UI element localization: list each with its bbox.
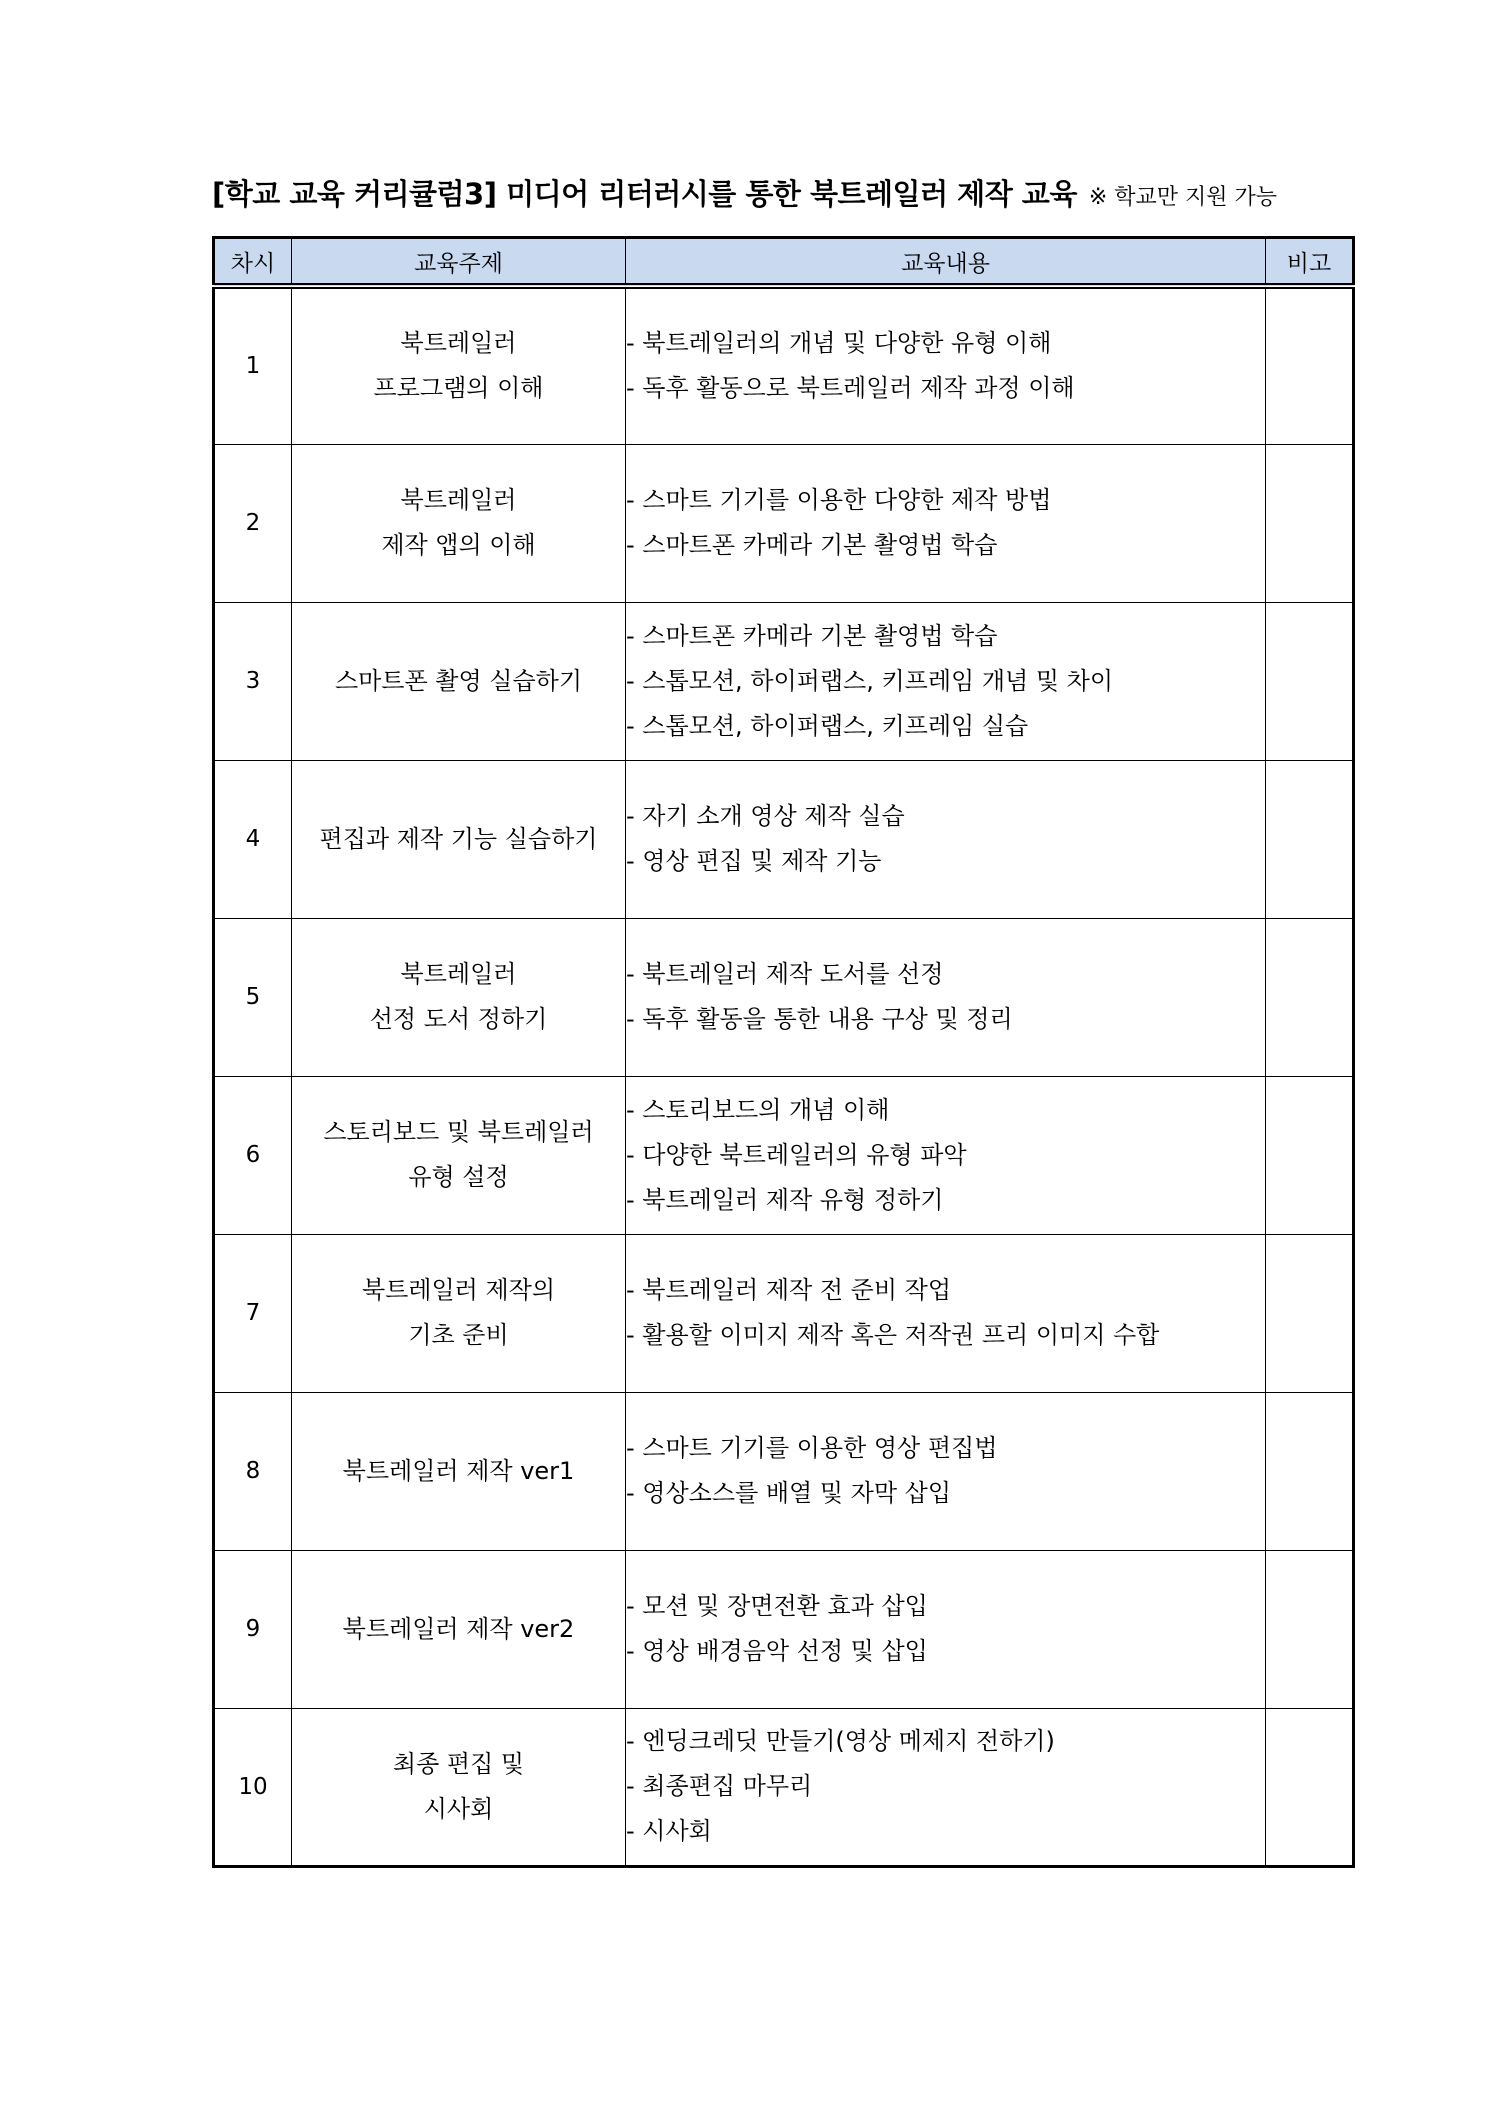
content-line: - 활용할 이미지 제작 혹은 저작권 프리 이미지 수합 (626, 1321, 1160, 1349)
table-row (214, 286, 1354, 444)
content-line: - 스마트 기기를 이용한 영상 편집법 (626, 1434, 998, 1462)
content-line: - 영상 편집 및 제작 기능 (626, 847, 882, 875)
note-cell (1266, 760, 1354, 918)
content-line: - 영상소스를 배열 및 자막 삽입 (626, 1479, 952, 1507)
header-content: 교육내용 (626, 238, 1266, 287)
table-row (214, 1708, 1354, 1866)
topic-line: 북트레일러 (400, 486, 517, 514)
content-cell (626, 918, 1266, 1076)
topic-line: 기초 준비 (408, 1321, 509, 1349)
content-cell (626, 602, 1266, 760)
content-line: - 스마트폰 카메라 기본 촬영법 학습 (626, 531, 998, 559)
topic-cell (292, 1234, 626, 1392)
content-cell (626, 286, 1266, 444)
header-note: 비고 (1266, 238, 1354, 287)
table-header-row (214, 238, 1354, 287)
topic-cell (292, 1550, 626, 1708)
header-topic: 교육주제 (292, 238, 626, 287)
topic-cell (292, 918, 626, 1076)
table-row (214, 760, 1354, 918)
table-body (214, 286, 1354, 1866)
session-number: 8 (214, 1392, 292, 1550)
topic-line: 최종 편집 및 (392, 1749, 525, 1778)
document-title (212, 172, 1352, 222)
note-cell (1266, 444, 1354, 602)
content-line: - 자기 소개 영상 제작 실습 (626, 802, 905, 830)
content-cell (626, 1392, 1266, 1550)
curriculum-table (212, 236, 1355, 1868)
table-row (214, 1234, 1354, 1392)
topic-cell (292, 760, 626, 918)
note-cell (1266, 1234, 1354, 1392)
content-cell (626, 760, 1266, 918)
topic-line: 북트레일러 제작의 (361, 1276, 556, 1304)
topic-line: 제작 앱의 이해 (381, 531, 536, 559)
content-line: - 스톱모션, 하이퍼랩스, 키프레임 실습 (626, 711, 1029, 740)
content-cell (626, 1076, 1266, 1234)
content-line: - 최종편집 마무리 (626, 1772, 813, 1800)
content-line: - 영상 배경음악 선정 및 삽입 (626, 1637, 928, 1665)
session-number: 3 (214, 602, 292, 760)
session-number: 4 (214, 760, 292, 918)
content-cell (626, 1550, 1266, 1708)
note-cell (1266, 1076, 1354, 1234)
session-number: 6 (214, 1076, 292, 1234)
topic-cell (292, 1392, 626, 1550)
session-number: 10 (214, 1708, 292, 1866)
table-row (214, 1550, 1354, 1708)
title-note: ※ 학교만 지원 가능 (1088, 185, 1278, 210)
title-main: [학교 교육 커리큘럼3] 미디어 리터러시를 통한 북트레일러 제작 교육 (212, 177, 1077, 211)
table-row (214, 444, 1354, 602)
note-cell (1266, 1550, 1354, 1708)
content-line: - 다양한 북트레일러의 유형 파악 (626, 1140, 967, 1169)
content-line: - 독후 활동으로 북트레일러 제작 과정 이해 (626, 374, 1075, 403)
content-line: - 스마트폰 카메라 기본 촬영법 학습 (626, 621, 998, 650)
topic-line: 선정 도서 정하기 (369, 1005, 548, 1033)
content-line: - 모션 및 장면전환 효과 삽입 (626, 1592, 928, 1620)
session-number: 7 (214, 1234, 292, 1392)
content-line: - 독후 활동을 통한 내용 구상 및 정리 (626, 1005, 1013, 1033)
topic-line: 프로그램의 이해 (373, 374, 544, 403)
topic-line: 북트레일러 (400, 329, 517, 358)
topic-cell (292, 444, 626, 602)
content-line: - 스마트 기기를 이용한 다양한 제작 방법 (626, 486, 1052, 514)
topic-cell (292, 1708, 626, 1866)
topic-line: 북트레일러 제작 ver2 (342, 1614, 575, 1643)
note-cell (1266, 1392, 1354, 1550)
table-row (214, 1392, 1354, 1550)
content-cell (626, 1708, 1266, 1866)
header-session: 차시 (214, 238, 292, 287)
session-number: 9 (214, 1550, 292, 1708)
topic-line: 스마트폰 촬영 실습하기 (334, 666, 583, 695)
content-line: - 엔딩크레딧 만들기(영상 메제지 전하기) (626, 1727, 1055, 1755)
topic-line: 시사회 (423, 1794, 494, 1823)
note-cell (1266, 602, 1354, 760)
content-cell (626, 1234, 1266, 1392)
topic-cell (292, 286, 626, 444)
content-cell (626, 444, 1266, 602)
topic-line: 스토리보드 및 북트레일러 (323, 1118, 594, 1146)
topic-cell (292, 1076, 626, 1234)
topic-line: 북트레일러 제작 ver1 (342, 1456, 575, 1485)
note-cell (1266, 918, 1354, 1076)
session-number: 2 (214, 444, 292, 602)
table-row (214, 918, 1354, 1076)
content-line: - 북트레일러 제작 유형 정하기 (626, 1185, 944, 1214)
note-cell (1266, 286, 1354, 444)
session-number: 5 (214, 918, 292, 1076)
content-line: - 북트레일러의 개념 및 다양한 유형 이해 (626, 329, 1052, 358)
session-number: 1 (214, 286, 292, 444)
topic-cell (292, 602, 626, 760)
topic-line: 북트레일러 (400, 960, 517, 988)
table-row (214, 602, 1354, 760)
content-line: - 스토리보드의 개념 이해 (626, 1095, 890, 1124)
topic-line: 유형 설정 (408, 1163, 509, 1191)
content-line: - 북트레일러 제작 도서를 선정 (626, 960, 944, 988)
table-row (214, 1076, 1354, 1234)
note-cell (1266, 1708, 1354, 1866)
content-line: - 시사회 (626, 1817, 712, 1845)
topic-line: 편집과 제작 기능 실습하기 (319, 824, 598, 853)
content-line: - 스톱모션, 하이퍼랩스, 키프레임 개념 및 차이 (626, 666, 1114, 695)
content-line: - 북트레일러 제작 전 준비 작업 (626, 1276, 952, 1304)
